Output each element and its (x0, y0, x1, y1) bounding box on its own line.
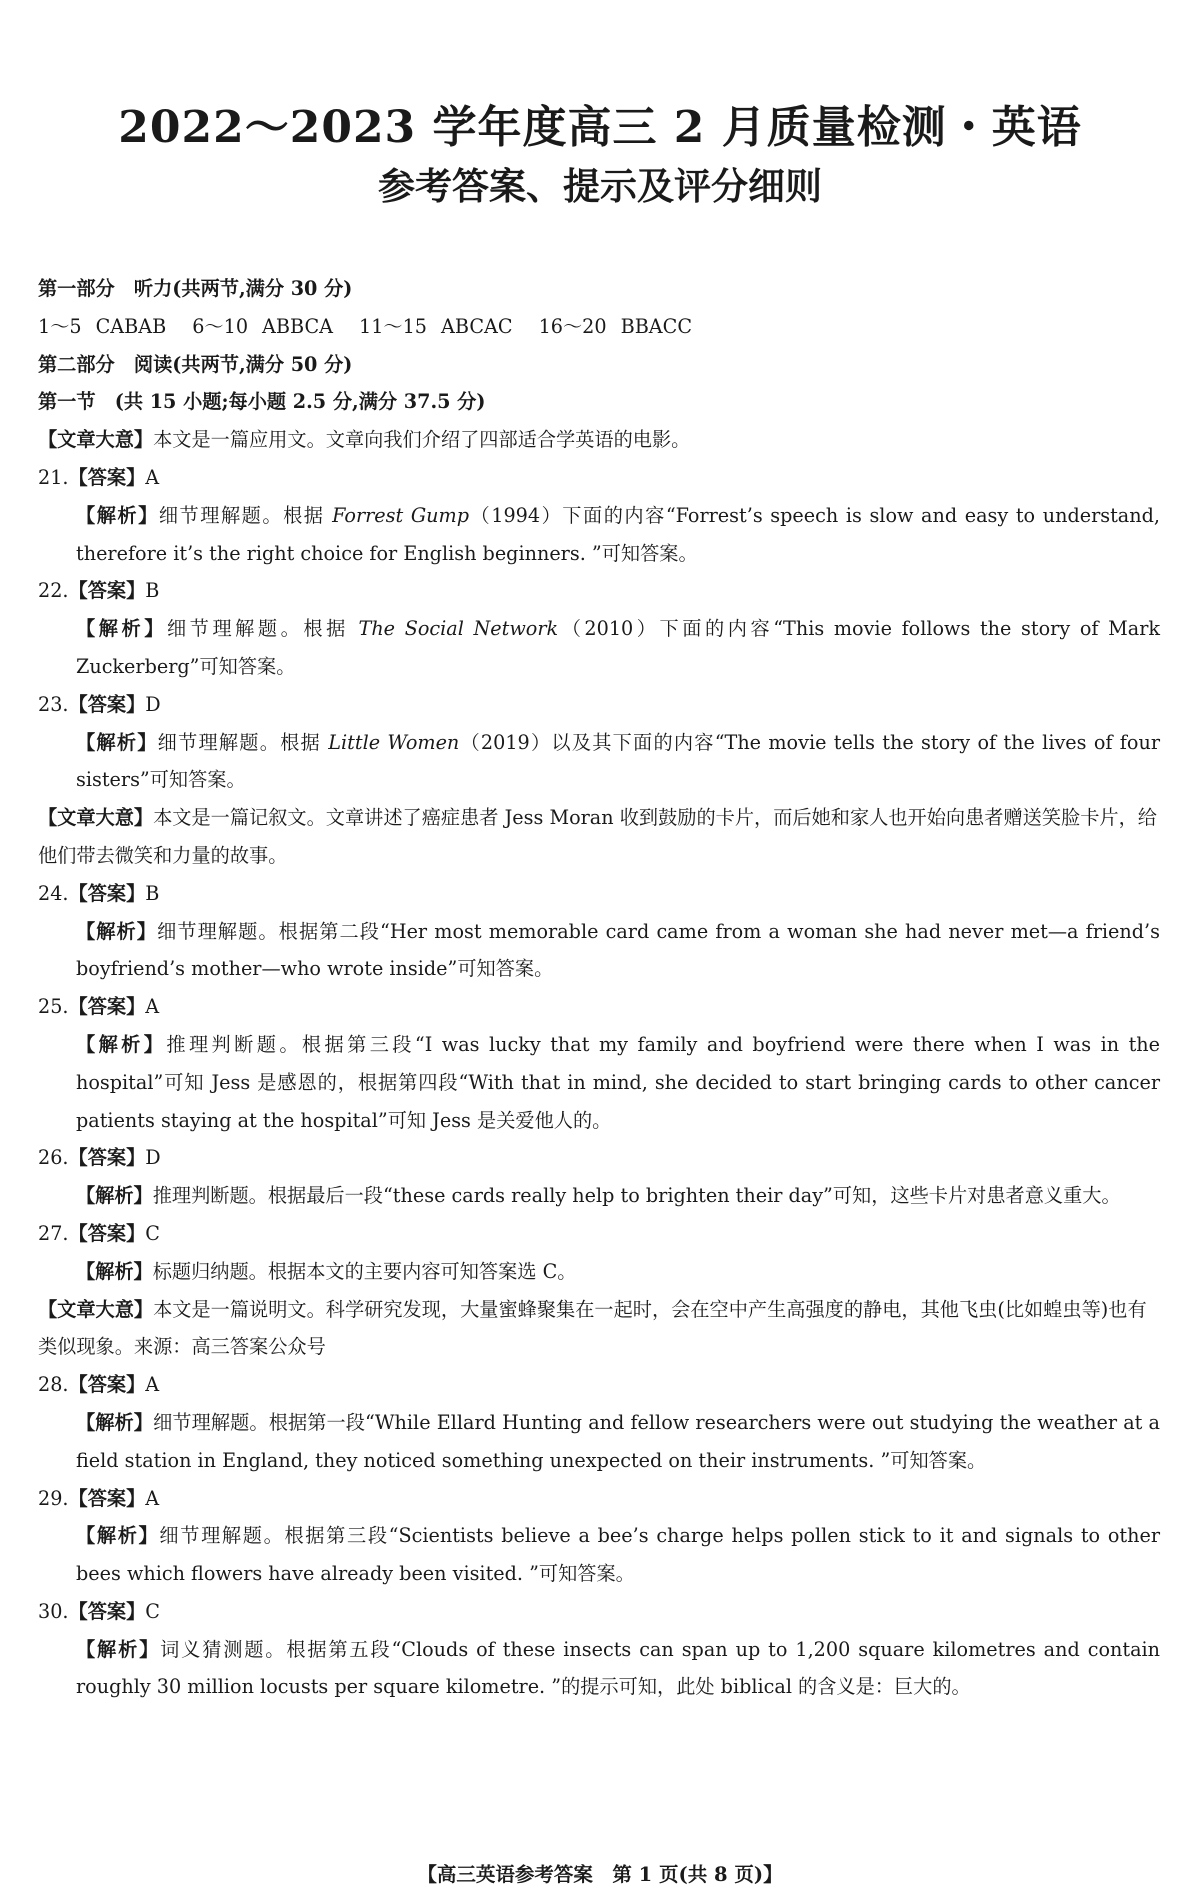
movie-title: The Social Network (358, 617, 559, 641)
answer-value: A (145, 1486, 160, 1510)
answer-label: 【答案】 (68, 881, 146, 905)
analysis-text (38, 497, 1160, 573)
answer-label: 【答案】 (68, 995, 146, 1019)
summary-text: 本文是一篇记叙文。文章讲述了癌症患者 Jess Moran 收到鼓励的卡片，而后她和家人也开始向患者赠送笑脸卡片，给他们带去微笑和力量的故事。 (38, 806, 1157, 867)
analysis-text (38, 913, 1160, 989)
answer-group-answers: BBACC (620, 314, 693, 338)
summary-label: 【文章大意】 (38, 428, 154, 452)
answer-line (38, 1215, 1160, 1253)
answer-line (38, 1366, 1160, 1404)
answer-value: B (145, 881, 160, 905)
analysis-label: 【解析】 (76, 1637, 161, 1661)
summary-label: 【文章大意】 (38, 806, 154, 830)
page-title: 2022～2023 学年度高三 2 月质量检测・英语 (118, 102, 1082, 153)
answer-group-answers: CABAB (95, 314, 167, 338)
answer-value: A (145, 1373, 160, 1397)
summary-text: 本文是一篇说明文。科学研究发现，大量蜜蜂聚集在一起时，会在空中产生高强度的静电，其他飞虫(比如蝗虫等)也有类似现象。来源：高三答案公众号 (38, 1297, 1147, 1359)
analysis-text (38, 1517, 1160, 1593)
answer-line (38, 875, 1160, 913)
section1-heading: 第一节 (共 15 小题;每小题 2.5 分,满分 37.5 分) (38, 390, 486, 414)
analysis-text (38, 1177, 1160, 1215)
analysis-body: 细节理解题。根据第二段“Her most memorable card came from a woman she had never met—a friend’s boyfriend’s mother—who wrote inside”可知答案。 (76, 919, 1160, 981)
analysis-body-cont: （2010）下面的内容“This movie follows the story of Mark Zuckerberg”可知答案。 (76, 617, 1161, 678)
analysis-label: 【解析】 (76, 1259, 153, 1283)
answer-line (38, 1480, 1160, 1518)
analysis-body: 标题归纳题。根据本文的主要内容可知答案选 C。 (152, 1259, 577, 1283)
answer-line (38, 459, 1160, 497)
analysis-body: 细节理解题。根据 (157, 730, 329, 754)
question-number: 22. (38, 579, 69, 603)
analysis-text (38, 1631, 1160, 1707)
answer-label: 【答案】 (68, 1221, 146, 1245)
answer-value: D (145, 1146, 161, 1170)
answer-line (38, 988, 1160, 1026)
answer-group-range: 6～10 (192, 314, 249, 338)
question-number: 27. (38, 1221, 69, 1245)
analysis-label: 【解析】 (76, 1524, 160, 1548)
answer-value: A (145, 995, 160, 1019)
analysis-body: 细节理解题。根据第一段“While Ellard Hunting and fellow researchers were out studying the weather at a field station in England, they noticed something unexpected on their instruments. ”可知答案。 (76, 1410, 1160, 1472)
analysis-label: 【解析】 (76, 617, 167, 641)
question-number: 30. (38, 1599, 69, 1623)
answer-group-range: 16～20 (538, 314, 607, 338)
page-subtitle: 参考答案、提示及评分细则 (378, 164, 822, 208)
answer-line (38, 1593, 1160, 1631)
title-block (0, 98, 1200, 212)
part2-heading: 第二部分 阅读(共两节,满分 50 分) (38, 352, 353, 376)
answer-group-range: 1～5 (38, 314, 82, 338)
answer-label: 【答案】 (68, 579, 146, 603)
answer-value: C (145, 1221, 160, 1245)
question-number: 29. (38, 1486, 69, 1510)
answer-value: A (145, 465, 160, 489)
summary-label: 【文章大意】 (38, 1297, 154, 1321)
passage-summary (38, 1291, 1160, 1367)
answer-value: D (145, 692, 161, 716)
answer-line (38, 572, 1160, 610)
movie-title: Forrest Gump (332, 503, 469, 527)
page-footer: 【高三英语参考答案 第 1 页(共 8 页)】 (417, 1863, 783, 1886)
analysis-body-cont: （2019）以及其下面的内容“The movie tells the story of the lives of four sisters”可知答案。 (76, 730, 1160, 792)
question-number: 25. (38, 995, 69, 1019)
answer-label: 【答案】 (68, 1146, 146, 1170)
answer-value: B (145, 579, 160, 603)
answer-group-range: 11～15 (358, 314, 428, 338)
movie-title: Little Women (328, 730, 460, 754)
question-number: 28. (38, 1373, 69, 1397)
part1-heading: 第一部分 听力(共两节,满分 30 分) (38, 277, 353, 300)
analysis-label: 【解析】 (76, 1032, 167, 1056)
answer-label: 【答案】 (68, 465, 146, 489)
analysis-body: 词义猜测题。根据第五段“Clouds of these insects can span up to 1,200 square kilometres and contain roughly 30 million locusts per square kilometre. ”的提示可知，此处 biblical 的含义是：巨大的。 (76, 1637, 1161, 1699)
analysis-body: 推理判断题。根据最后一段“these cards really help to brighten their day”可知，这些卡片对患者意义重大。 (152, 1184, 1121, 1208)
analysis-text (38, 1253, 1160, 1291)
passage-summary (38, 421, 1160, 459)
analysis-body: 细节理解题。根据第三段“Scientists believe a bee’s charge helps pollen stick to it and signals to other bees which flowers have already been visited. ”可知答案。 (76, 1524, 1161, 1586)
question-number: 23. (38, 692, 69, 716)
analysis-text (38, 610, 1160, 686)
answer-line (38, 686, 1160, 724)
answer-line (38, 1139, 1160, 1177)
analysis-label: 【解析】 (76, 730, 158, 754)
answer-label: 【答案】 (68, 1486, 146, 1510)
answer-value: C (145, 1599, 160, 1623)
answer-label: 【答案】 (68, 1599, 146, 1623)
answer-group-answers: ABCAC (441, 314, 513, 338)
analysis-label: 【解析】 (76, 919, 158, 943)
analysis-label: 【解析】 (76, 1184, 153, 1208)
passage-summary (38, 799, 1160, 875)
question-number: 26. (38, 1146, 69, 1170)
analysis-body: 细节理解题。根据 (166, 617, 359, 641)
analysis-body-cont: （1994）下面的内容“Forrest’s speech is slow and easy to understand, therefore it’s the right choice for English beginners. ”可知答案。 (76, 503, 1160, 565)
analysis-text (38, 724, 1160, 800)
analysis-body: 细节理解题。根据 (158, 503, 333, 527)
answer-group-answers: ABBCA (262, 314, 333, 338)
answer-label: 【答案】 (68, 1373, 146, 1397)
listening-answers (38, 308, 1160, 346)
question-number: 21. (38, 465, 69, 489)
analysis-body: 推理判断题。根据第三段“I was lucky that my family and boyfriend were there when I was in the hospital”可知 Jess 是感恩的，根据第四段“With that in mind, she decided to start bringing cards to other cancer patients staying at the hospital”可知 Jess 是关爱他人的。 (76, 1032, 1160, 1132)
analysis-text (38, 1026, 1160, 1139)
answer-label: 【答案】 (68, 692, 146, 716)
analysis-text (38, 1404, 1160, 1480)
analysis-label: 【解析】 (76, 503, 159, 527)
question-number: 24. (38, 881, 69, 905)
analysis-label: 【解析】 (76, 1410, 154, 1434)
content (38, 270, 1160, 1706)
summary-text: 本文是一篇应用文。文章向我们介绍了四部适合学英语的电影。 (153, 428, 691, 452)
